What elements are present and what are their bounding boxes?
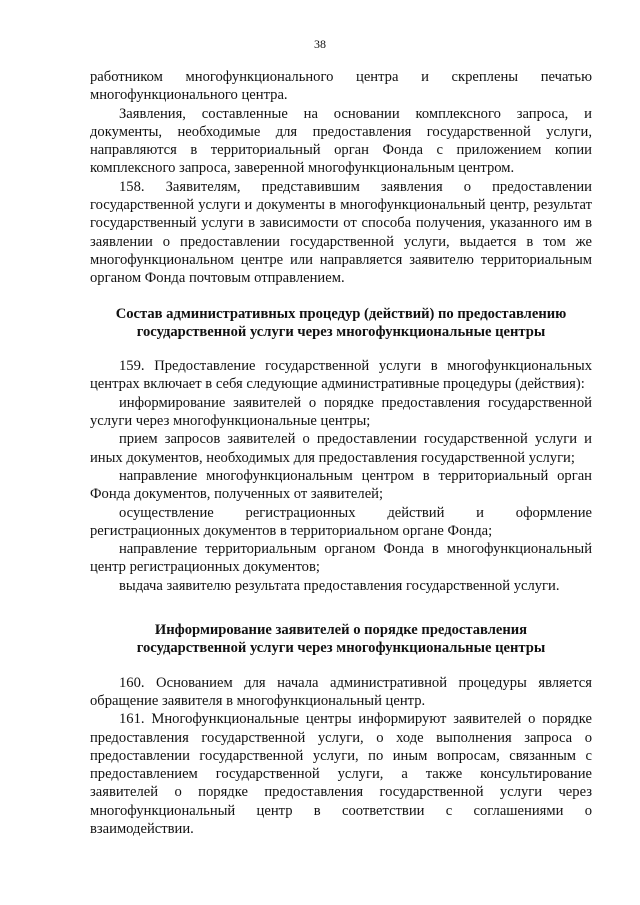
section-heading-procedures bbox=[90, 305, 592, 342]
list-item: направление многофункциональным центром в территориальный орган Фонда документов, полученных от заявителей; bbox=[90, 467, 592, 503]
list-item: выдача заявителю результата предоставления государственной услуги. bbox=[119, 577, 560, 594]
paragraph-continuation: работником многофункционального центра и скреплены печатью многофункционального центра. bbox=[90, 69, 592, 104]
paragraph-160: 160. Основанием для начала административной процедуры является обращение заявителя в многофункциональный центр. bbox=[90, 674, 592, 709]
section-heading-informing bbox=[90, 621, 592, 658]
list-item: осуществление регистрационных действий и оформление регистрационных документов в территориальном органе Фонда; bbox=[90, 504, 592, 539]
paragraph-161: 161. Многофункциональные центры информируют заявителей о порядке предоставления государственной услуги, о ходе выполнения запроса о предоставлении государственной услуги, по иным вопросам, связанным с предоставлением государственной услуги, а также консультирование заявителей о порядке предоставления государственной услуги через многофункциональный центр в соответствии с соглашениями о взаимодействии. bbox=[90, 711, 592, 837]
page-number: 38 bbox=[314, 37, 326, 51]
paragraph-158: 158. Заявителям, представившим заявления о предоставлении государственной услуги и документы в многофункциональный центр, результат государственный услуги в зависимости от способа получения, указанного им в заявлении о предоставлении государственной услуги, выдается в том же многофункциональном центре или направляется заявителю территориальным органом Фонда почтовым отправлением. bbox=[90, 178, 592, 287]
paragraph-159: 159. Предоставление государственной услуги в многофункциональных центрах включает в себя следующие административные процедуры (действия): bbox=[90, 358, 592, 393]
section-heading-line: государственной услуги через многофункциональные центры bbox=[136, 323, 546, 340]
list-item: прием запросов заявителей о предоставлении государственной услуги и иных документов, необходимых для предоставления государственной услуги; bbox=[90, 431, 592, 466]
list-item: информирование заявителей о порядке предоставления государственной услуги через многофункциональные центры; bbox=[90, 394, 592, 430]
section-heading-line: Состав административных процедур (действий) по предоставлению bbox=[115, 305, 567, 322]
list-item: направление территориальным органом Фонда в многофункциональный центр регистрационных документов; bbox=[90, 541, 592, 576]
paragraph-complex-request: Заявления, составленные на основании комплексного запроса, и документы, необходимые для предоставления государственной услуги, направляются в территориальный орган Фонда с приложением копии комплексного запроса, заверенной многофункциональным центром. bbox=[90, 105, 592, 177]
section-heading-line: государственной услуги через многофункциональные центры bbox=[136, 640, 546, 657]
document-body bbox=[90, 68, 592, 838]
section-heading-line: Информирование заявителей о порядке предоставления bbox=[154, 622, 528, 639]
